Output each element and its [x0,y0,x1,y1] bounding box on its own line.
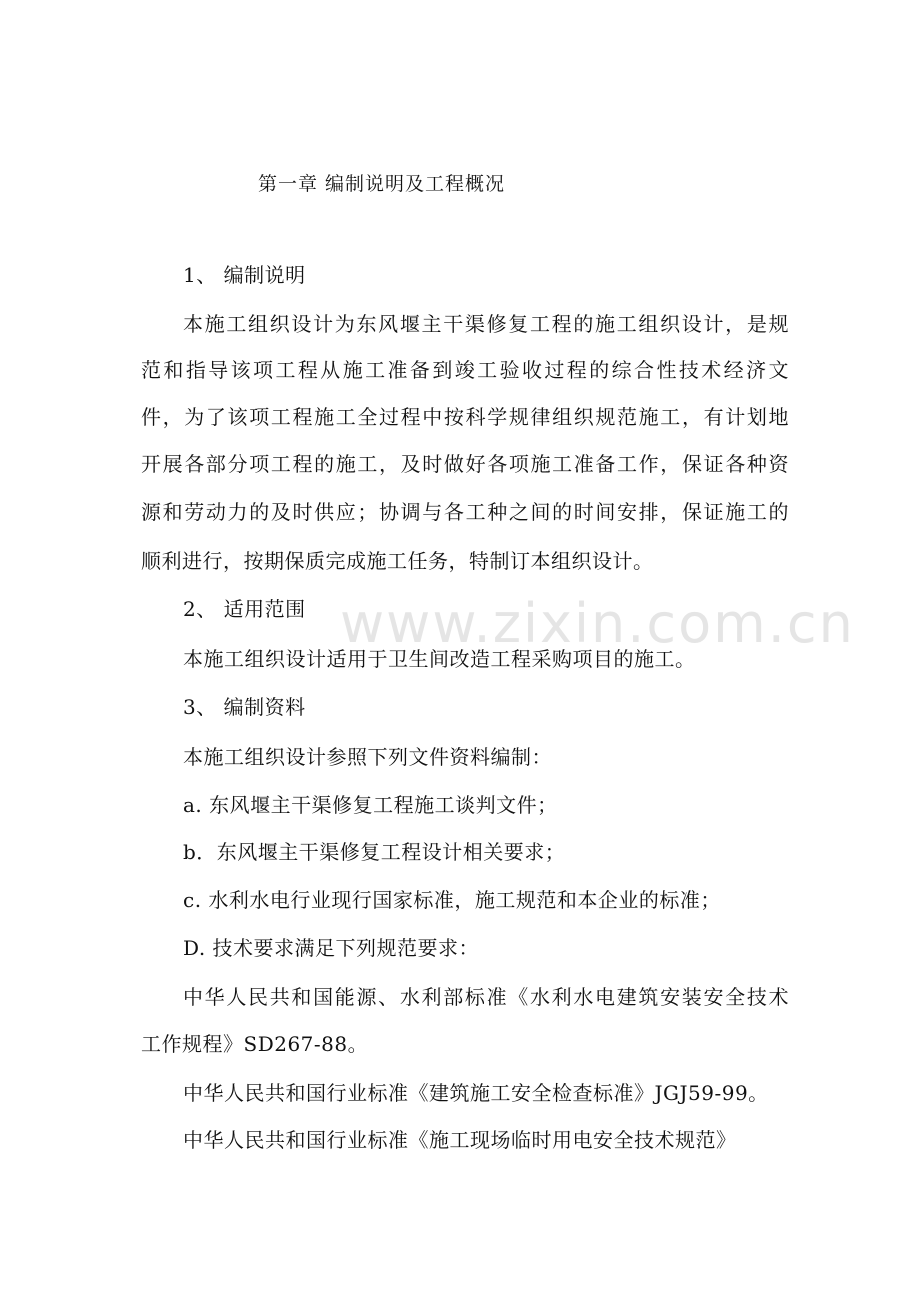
paragraph-line: 件，为了该项工程施工全过程中按科学规律组织规范施工，有计划地 [141,405,789,429]
paragraph-line: 源和劳动力的及时供应；协调与各工种之间的时间安排，保证施工的 [141,500,789,524]
chapter-title: 第一章 编制说明及工程概况 [258,173,506,195]
section-heading: 1、 编制说明 [183,263,306,287]
materials-intro: 本施工组织设计参照下列文件资料编制： [183,745,552,769]
standards-line: 工作规程》SD267-88。 [141,1032,369,1056]
standards-line: 中华人民共和国行业标准《施工现场临时用电安全技术规范》 [183,1128,737,1152]
scope-text: 本施工组织设计适用于卫生间改造工程采购项目的施工。 [183,647,696,671]
paragraph-line: 开展各部分项工程的施工，及时做好各项施工准备工作，保证各种资 [141,452,789,476]
list-item: a. 东风堰主干渠修复工程施工谈判文件； [183,793,558,817]
watermark: www.zixin.com.cn [340,592,855,655]
list-item: b．东风堰主干渠修复工程设计相关要求； [183,840,566,864]
section-heading: 2、 适用范围 [183,597,306,621]
list-item: D. 技术要求满足下列规范要求： [183,936,480,960]
paragraph-line: 顺利进行，按期保质完成施工任务，特制订本组织设计。 [141,549,654,573]
paragraph-line: 本施工组织设计为东风堰主干渠修复工程的施工组织设计，是规 [183,312,789,336]
section-heading: 3、 编制资料 [183,695,306,719]
list-item: c. 水利水电行业现行国家标准，施工规范和本企业的标准； [183,888,721,912]
standards-line: 中华人民共和国行业标准《建筑施工安全检查标准》JGJ59-99。 [183,1081,769,1105]
paragraph-line: 范和指导该项工程从施工准备到竣工验收过程的综合性技术经济文 [141,358,789,382]
standards-line: 中华人民共和国能源、水利部标准《水利水电建筑安装安全技术 [183,985,789,1009]
